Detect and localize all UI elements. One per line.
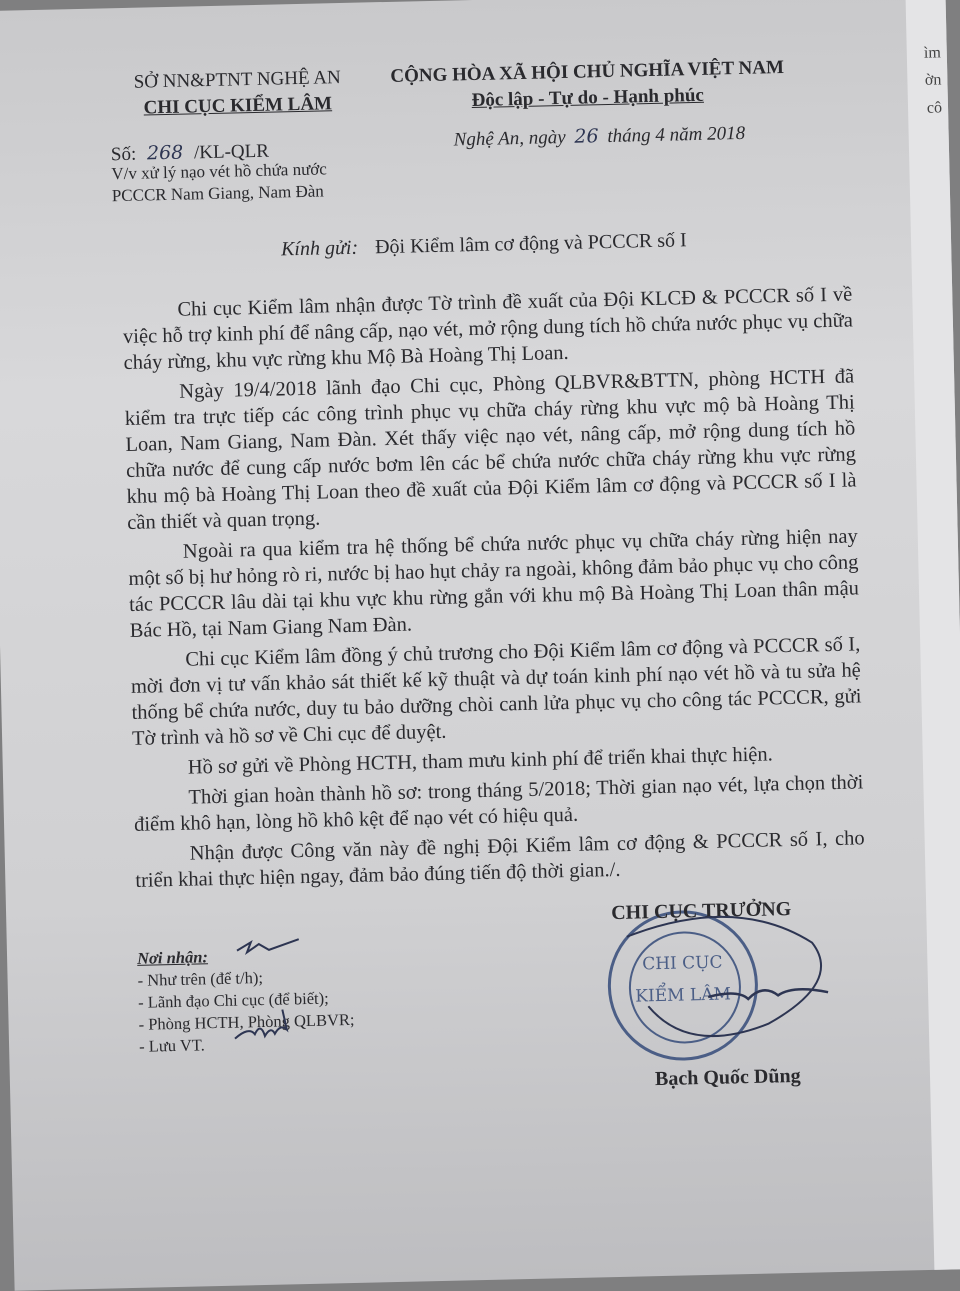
body-paragraph: Thời gian hoàn thành hồ sơ: trong tháng 5/2018; Thời gian nạo vét, lựa chọn thời điểm khô hạn, lòng hồ khô kệt để nạo vét có hiệu quả.: [133, 771, 864, 836]
document-date: [453, 122, 745, 152]
recipient-item: - Phòng HCTH, Phòng QLBVR;: [138, 1009, 355, 1034]
issuer-department: SỞ NN&PTNT NGHỆ AN: [133, 67, 341, 93]
subject-line: PCCCR Nam Giang, Nam Đàn: [111, 181, 325, 206]
edge-text: ờn: [924, 71, 942, 89]
body-paragraph: Chi cục Kiểm lâm nhận được Tờ trình đề xuất của Đội KLCĐ & PCCCR số I về việc hỗ trợ kinh phí để nâng cấp, nạo vét, mở rộng dung tích hồ chứa nước phục vụ chữa cháy rừng, khu vực rừng khu Mộ Bà Hoàng Thị Loan.: [122, 283, 854, 375]
recipient-item: - Lưu VT.: [138, 1035, 205, 1056]
edge-text: cô: [926, 99, 943, 117]
national-title: CỘNG HÒA XÃ HỘI CHỦ NGHĨA VIỆT NAM: [390, 56, 785, 87]
signature-mark: [586, 902, 850, 1078]
body-paragraph: Nhận được Công văn này đề nghị Đội Kiểm lâm cơ động & PCCCR số I, cho triển khai thực hiện ngay, đảm bảo đúng tiến độ thời gian./.: [135, 827, 865, 892]
body-paragraph: Hồ sơ gửi về Phòng HCTH, tham mưu kinh phí để triển khai thực hiện.: [187, 743, 774, 779]
recipient-label: Kính gửi:: [280, 236, 359, 261]
initials-mark: [229, 929, 322, 1051]
number-label: Số:: [110, 143, 137, 166]
signer-title: CHI CỤC TRƯỞNG: [610, 898, 792, 925]
issuer-header: [87, 64, 388, 123]
recipient-name: Đội Kiểm lâm cơ động và PCCCR số I: [374, 229, 687, 259]
national-motto: Độc lập - Tự do - Hạnh phúc: [471, 84, 705, 112]
recipient-line: [281, 229, 687, 261]
adjacent-page-edge: [905, 0, 960, 1270]
document-body: [122, 281, 865, 897]
subject-line: V/v xử lý nạo vét hồ chứa nước: [111, 159, 328, 184]
body-paragraph: Chi cục Kiểm lâm đồng ý chủ trương cho Đội Kiểm lâm cơ động và PCCCR số I, mời đơn vị tư vấn khảo sát thiết kế kỹ thuật và dự toán kinh phí nạo vét hồ và tu sửa hệ thống bể chứa nước, duy tu bảo dưỡng chòi canh lửa phục vụ cho công tác PCCCR, gửi Tờ trình và hồ sơ về Chi cục để duyệt.: [130, 633, 862, 750]
national-header: [372, 55, 803, 117]
date-prefix: Nghệ An, ngày: [453, 126, 566, 151]
recipient-item: - Lãnh đạo Chi cục (để biết);: [137, 988, 329, 1012]
recipient-item: - Như trên (để t/h);: [137, 968, 264, 990]
edge-text: ìm: [923, 44, 941, 62]
document-subject: [111, 158, 328, 207]
signer-name: Bạch Quốc Dũng: [654, 1064, 801, 1091]
date-day: 26: [574, 125, 599, 148]
date-suffix: tháng 4 năm 2018: [607, 122, 746, 147]
issuer-agency: CHI CỤC KIỂM LÂM: [143, 93, 333, 119]
seal-text: CHI CỤC: [642, 952, 723, 975]
body-paragraph: Ngày 19/4/2018 lãnh đạo Chi cục, Phòng QLBVR&BTTN, phòng HCTH đã kiểm tra trực tiếp các công trình phục vụ chữa cháy rừng khu vực mộ bà Hoàng Thị Loan, Nam Giang, Nam Đàn. Xét thấy việc nạo vét, nâng cấp, mở rộng dung tích hồ chữa nước để cung cấp nước bơm lên các bể chứa nước chữa cháy rừng khu vực rừng khu mộ bà Hoàng Thị Loan theo đề xuất của Đội Kiểm lâm cơ động và PCCCR số I là cần thiết và quan trọng.: [124, 365, 857, 534]
recipients-title: Nơi nhận:: [136, 947, 209, 968]
body-paragraph: Ngoài ra qua kiểm tra hệ thống bể chứa nước phục vụ chữa cháy rừng hiện nay một số bị hư hỏng rò ri, nước bị hao hụt chảy ra ngoài, không đảm bảo phục vụ cho công tác PCCCR lâu dài tại khu vực khu rừng gắn với khu mộ Bà Hoàng Thị Loan thân mậu Bác Hồ, tại Nam Giang Nam Đàn.: [128, 525, 860, 642]
seal-text: KIỂM LÂM: [635, 984, 732, 1007]
number-value: 268: [146, 141, 184, 165]
number-suffix: /KL-QLR: [193, 140, 270, 164]
